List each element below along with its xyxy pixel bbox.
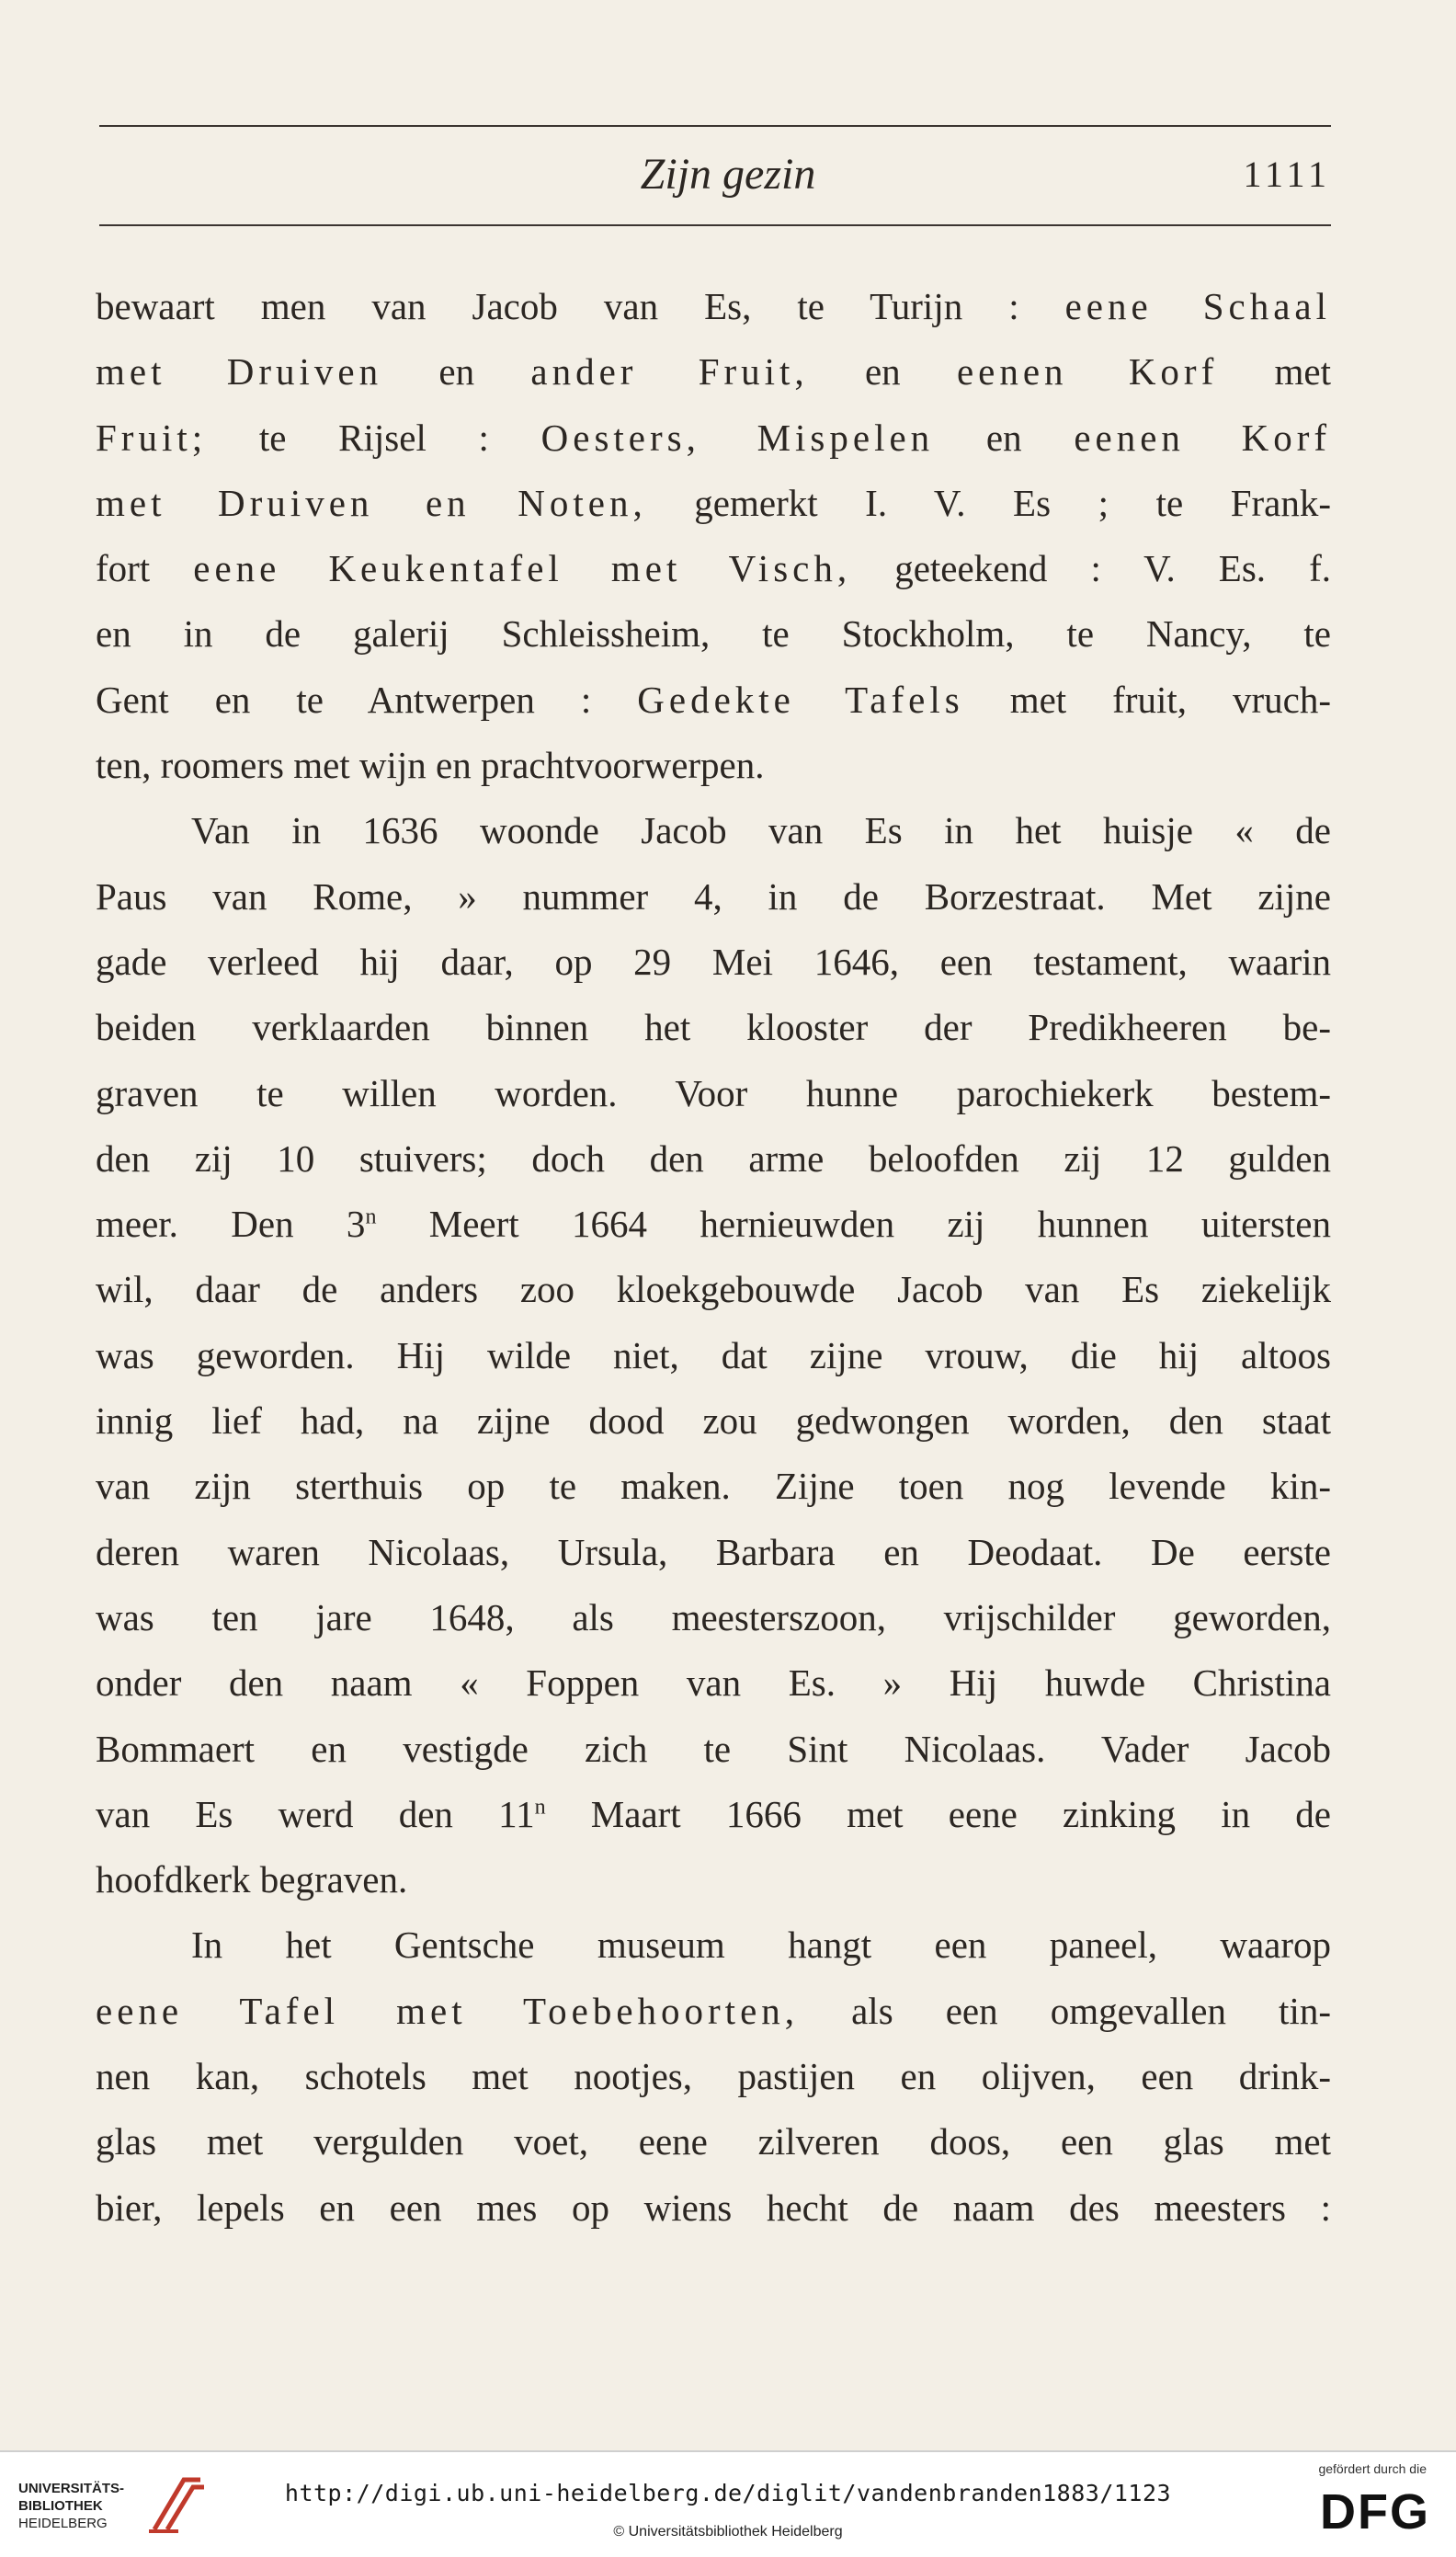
text-run: geteekend : V. Es. f.: [894, 547, 1331, 590]
header-bottom-rule: [99, 224, 1331, 226]
library-logo-line: BIBLIOTHEK: [18, 2498, 103, 2514]
text-run: was geworden. Hij wilde niet, dat zijne vrouw, die hij altoos: [96, 1333, 1331, 1376]
text-run-spaced: Noten,: [518, 481, 647, 524]
text-run: In het Gentsche museum hangt een paneel, waarop: [191, 1923, 1331, 1967]
text-line: [96, 1585, 1331, 1650]
text-run: fort: [96, 547, 151, 590]
permalink-url[interactable]: http://digi.ub.uni-heidelberg.de/diglit/vandenbranden1883/1123: [284, 2480, 1172, 2506]
text-line: [96, 1717, 1331, 1782]
text-run: met fruit, vruch-: [1009, 678, 1331, 721]
text-run: deren waren Nicolaas, Ursula, Barbara en Deodaat. De eerste: [96, 1530, 1331, 1573]
text-run: te Rijsel :: [258, 416, 489, 459]
text-line: [96, 339, 1331, 405]
text-line: [96, 1061, 1331, 1126]
library-logo-line: HEIDELBERG: [18, 2516, 108, 2531]
text-run: gade verleed hij daar, op 29 Mei 1646, een testament, waarin: [96, 940, 1331, 983]
text-line: [96, 1388, 1331, 1454]
text-line: [96, 1520, 1331, 1585]
text-line: [96, 405, 1331, 471]
text-line: [96, 601, 1331, 667]
text-line: [96, 1979, 1331, 2044]
text-run-spaced: ander Fruit,: [530, 350, 809, 394]
text-run: glas met vergulden voet, eene zilveren doos, een glas met: [96, 2120, 1331, 2163]
text-line: [96, 2175, 1331, 2241]
text-run-spaced: eenen Korf: [1074, 416, 1331, 459]
text-run-spaced: Gedekte Tafels: [637, 678, 964, 721]
text-run-spaced: Fruit;: [96, 416, 208, 459]
text-run: Bommaert en vestigde zich te Sint Nicolaas. Vader Jacob: [96, 1727, 1331, 1770]
text-line: [96, 930, 1331, 995]
footer-divider: [0, 2450, 1456, 2452]
text-run: Maart 1666 met eene zinking in de: [545, 1792, 1331, 1835]
text-run-spaced: eene Keukentafel met Visch,: [193, 547, 852, 590]
text-run: van Es werd den 11: [96, 1792, 535, 1835]
text-line: [96, 995, 1331, 1060]
text-run-spaced: met Druiven: [96, 350, 383, 394]
text-run: wil, daar de anders zoo kloekgebouwde Jacob van Es ziekelijk: [96, 1268, 1331, 1311]
superscript: n: [365, 1204, 377, 1229]
text-line: [96, 1257, 1331, 1322]
text-run: graven te willen worden. Voor hunne parochiekerk bestem-: [96, 1071, 1331, 1114]
superscript: n: [534, 1795, 546, 1820]
text-line: [96, 536, 1331, 601]
text-run: beiden verklaarden binnen het klooster der Predikheeren be-: [96, 1006, 1331, 1049]
text-line: [96, 1126, 1331, 1192]
text-line: [96, 1323, 1331, 1388]
text-run: den zij 10 stuivers; doch den arme beloofden zij 12 gulden: [96, 1136, 1331, 1180]
text-run: meer. Den 3: [96, 1203, 366, 1246]
text-run: en: [438, 350, 475, 394]
text-run: hoofdkerk begraven.: [96, 1858, 408, 1901]
text-run-spaced: Oesters, Mispelen: [540, 416, 935, 459]
text-run: met: [1274, 350, 1331, 394]
header-top-rule: [99, 125, 1331, 127]
text-run: bewaart men van Jacob van Es, te Turijn :: [96, 285, 1019, 327]
text-run: onder den naam « Foppen van Es. » Hij huwde Christina: [96, 1661, 1331, 1705]
text-run: Gent en te Antwerpen :: [96, 678, 592, 721]
footer-bar: [0, 2450, 1456, 2557]
text-line: [96, 1912, 1331, 1978]
text-run: Van in 1636 woonde Jacob van Es in het huisje « de: [191, 809, 1331, 852]
text-line: [96, 1192, 1331, 1257]
text-line: [96, 1454, 1331, 1519]
text-run: innig lief had, na zijne dood zou gedwongen worden, den staat: [96, 1399, 1331, 1443]
text-run: en: [985, 416, 1022, 459]
copyright-notice: © Universitätsbibliothek Heidelberg: [613, 2524, 843, 2540]
text-line: [96, 1847, 1331, 1912]
text-run: was ten jare 1648, als meesterszoon, vrijschilder geworden,: [96, 1595, 1331, 1638]
text-run: als een omgevallen tin-: [851, 1989, 1331, 2032]
page-number: 1111: [1243, 154, 1331, 195]
text-run: van zijn sterthuis op te maken. Zijne toen nog levende kin-: [96, 1465, 1331, 1508]
text-run-spaced: eenen Korf: [956, 350, 1219, 394]
text-run-spaced: met Druiven en: [96, 481, 471, 524]
text-line: [96, 471, 1331, 536]
running-title: Zijn gezin: [640, 150, 816, 199]
text-line: [96, 2109, 1331, 2175]
text-run: ten, roomers met wijn en prachtvoorwerpen.: [96, 744, 765, 787]
text-run: Paus van Rome, » nummer 4, in de Borzestraat. Met zijne: [96, 874, 1331, 918]
text-line: [96, 668, 1331, 733]
text-run: Meert 1664 hernieuwden zij hunnen uitersten: [376, 1203, 1331, 1246]
text-run: nen kan, schotels met nootjes, pastijen en olijven, een drink-: [96, 2055, 1331, 2098]
text-run: bier, lepels en een mes op wiens hecht de naam des meesters :: [96, 2186, 1331, 2229]
text-line: [96, 1650, 1331, 1716]
text-run: gemerkt I. V. Es ; te Frank-: [694, 481, 1331, 524]
text-run: en: [864, 350, 901, 394]
text-line: [96, 1782, 1331, 1847]
body-text: [96, 274, 1331, 2241]
funding-note: gefördert durch die: [1318, 2461, 1427, 2476]
dfg-logo[interactable]: DFG: [1320, 2484, 1430, 2540]
text-run-spaced: eene Schaal: [1064, 285, 1331, 327]
text-line: [96, 2044, 1331, 2109]
text-line: [96, 274, 1331, 339]
text-line: [96, 864, 1331, 930]
text-line: [96, 733, 1331, 798]
text-run-spaced: eene Tafel met Toebehoorten,: [96, 1989, 800, 2032]
library-logo-line: UNIVERSITÄTS-: [18, 2481, 125, 2496]
text-line: [96, 798, 1331, 863]
text-run: en in de galerij Schleissheim, te Stockholm, te Nancy, te: [96, 612, 1331, 656]
